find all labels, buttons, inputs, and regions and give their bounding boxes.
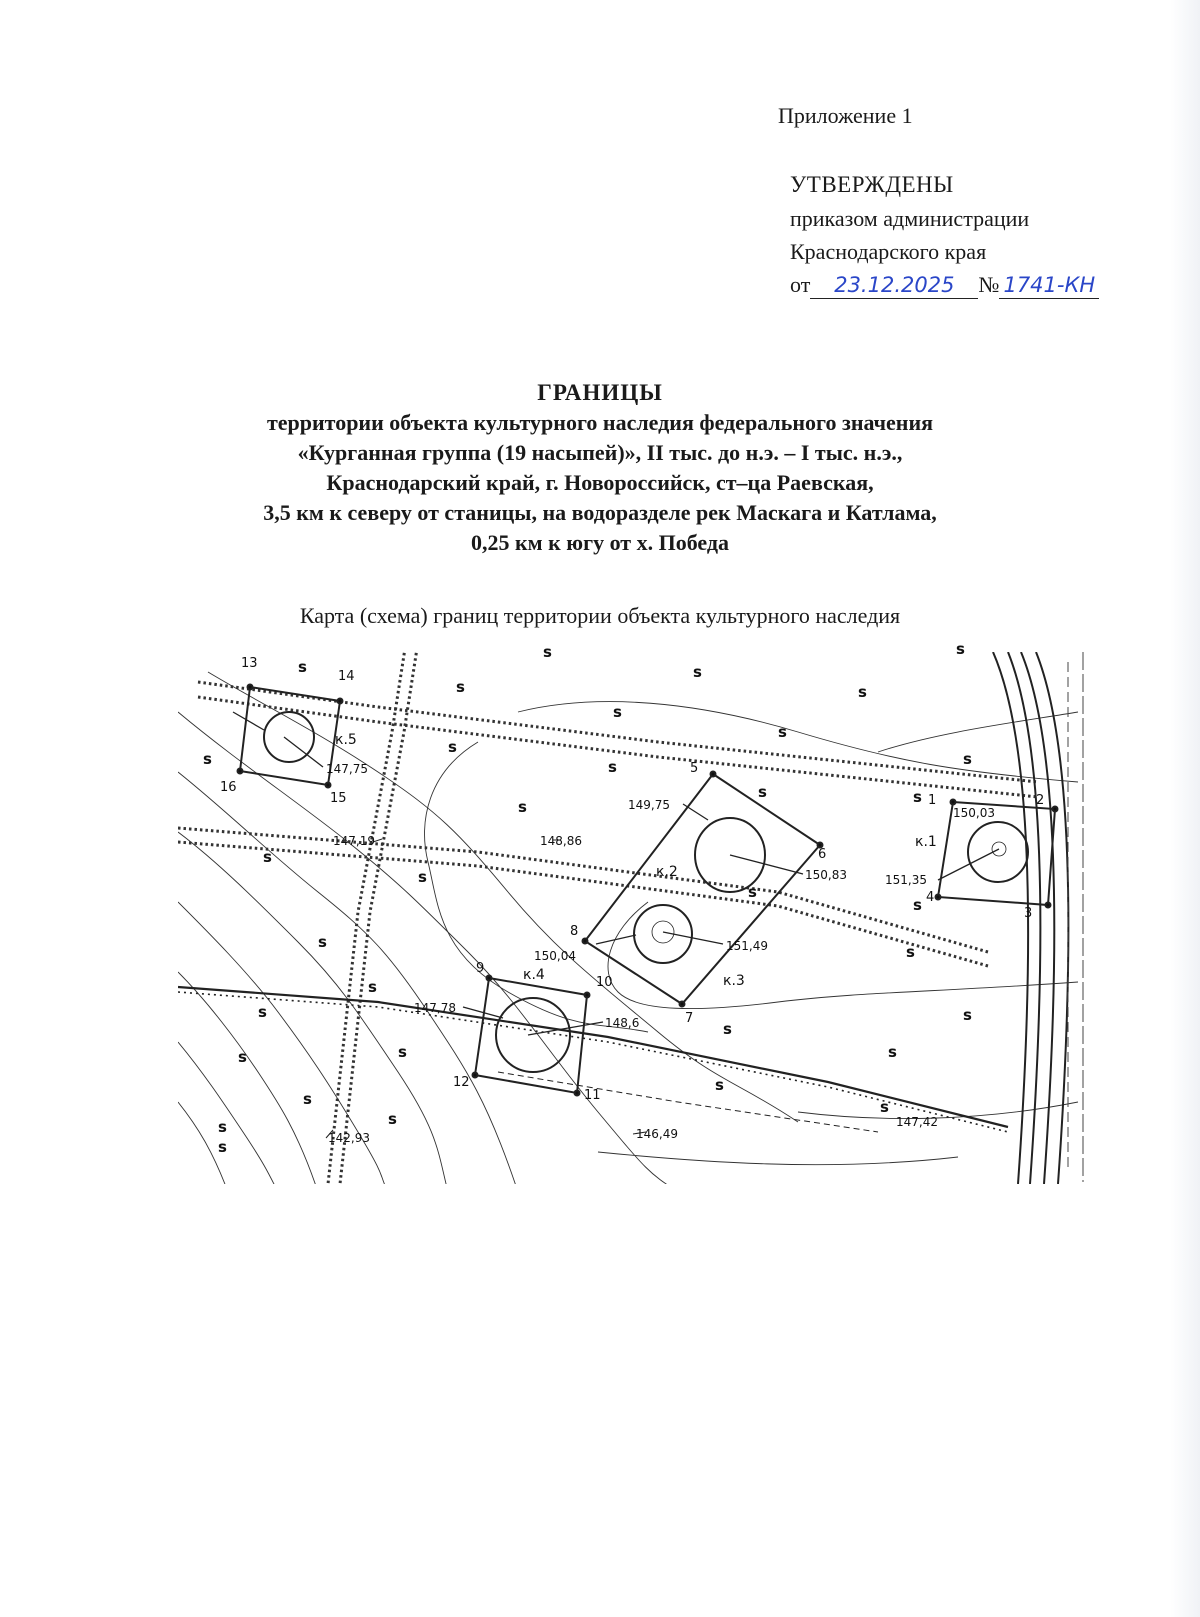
elevation-mark: 150,04 <box>534 949 576 963</box>
svg-text:s: s <box>715 1076 724 1094</box>
boundary-point-number: 3 <box>1024 906 1033 921</box>
title-line-5: 3,5 км к северу от станицы, на водоразделе рек Маскага и Катлама, <box>263 500 937 525</box>
from-prefix: от <box>790 272 811 297</box>
boundary-point-number: 14 <box>338 669 355 684</box>
boundary-point-number: 8 <box>570 924 579 939</box>
svg-text:s: s <box>218 1118 227 1136</box>
svg-text:s: s <box>303 1090 312 1108</box>
elevation-mark: 147,19 <box>333 834 375 848</box>
elevation-mark: 149,75 <box>628 798 670 812</box>
boundary-point-number: 15 <box>330 791 347 806</box>
elevation-mark: 148,86 <box>540 834 582 848</box>
svg-text:s: s <box>398 1043 407 1061</box>
scan-edge-shadow <box>1170 0 1200 1617</box>
svg-text:s: s <box>368 978 377 996</box>
svg-text:s: s <box>263 848 272 866</box>
boundary-point-number: 6 <box>818 847 827 862</box>
handwritten-date: 23.12.2025 <box>810 272 978 299</box>
title-line-4: Краснодарский край, г. Новороссийск, ст–ца Раевская, <box>326 470 874 495</box>
svg-text:s: s <box>880 1098 889 1116</box>
boundary-map <box>178 640 1098 1184</box>
approval-block <box>790 168 1099 301</box>
contour-lines <box>178 672 1078 1192</box>
elevation-mark: 151,49 <box>726 939 768 953</box>
svg-text:s: s <box>203 750 212 768</box>
svg-text:s: s <box>913 896 922 914</box>
svg-text:s: s <box>778 723 787 741</box>
svg-text:s: s <box>748 883 757 901</box>
svg-text:s: s <box>613 703 622 721</box>
elevation-mark: 150,83 <box>805 868 847 882</box>
elevation-mark: 146,49 <box>636 1127 678 1141</box>
boundary-point-number: 13 <box>241 656 258 671</box>
boundary-point-number: 16 <box>220 780 237 795</box>
title-line-6: 0,25 км к югу от х. Победа <box>470 530 730 555</box>
svg-text:s: s <box>956 640 965 658</box>
mound-label-5: к.5 <box>335 732 357 748</box>
elevation-mark: 151,35 <box>885 873 927 887</box>
svg-text:s: s <box>318 933 327 951</box>
approved-title: УТВЕРЖДЕНЫ <box>790 172 954 197</box>
approved-line-2: Краснодарского края <box>790 239 987 264</box>
boundary-point-number: 7 <box>685 1011 694 1026</box>
document-title <box>150 378 1050 558</box>
title-line-2: территории объекта культурного наследия федерального значения <box>266 410 934 435</box>
appendix-label: Приложение 1 <box>778 103 913 128</box>
elevation-mark: 150,03 <box>953 806 995 820</box>
boundary-point-number: 1 <box>928 793 937 808</box>
vegetation-symbols <box>203 640 972 1156</box>
mound-label-4: к.4 <box>523 967 545 983</box>
elevation-mark: 147,42 <box>896 1115 938 1129</box>
mound-label-2: к.2 <box>656 864 678 880</box>
elevation-mark: 147,78 <box>414 1001 456 1015</box>
svg-text:s: s <box>238 1048 247 1066</box>
svg-text:s: s <box>418 868 427 886</box>
title-line-3: «Курганная группа (19 насыпей)», II тыс. до н.э. – I тыс. н.э., <box>297 440 903 465</box>
handwritten-order-number: 1741-КН <box>999 272 1099 299</box>
svg-text:s: s <box>906 943 915 961</box>
boundary-point-number: 2 <box>1036 793 1045 808</box>
boundary-point-number: 4 <box>926 890 935 905</box>
svg-text:s: s <box>448 738 457 756</box>
number-prefix: № <box>978 272 1000 297</box>
svg-text:s: s <box>693 663 702 681</box>
svg-text:s: s <box>858 683 867 701</box>
map-caption: Карта (схема) границ территории объекта культурного наследия <box>299 603 901 628</box>
boundary-point-number: 11 <box>584 1088 601 1103</box>
svg-text:s: s <box>218 1138 227 1156</box>
svg-text:s: s <box>258 1003 267 1021</box>
svg-text:s: s <box>963 750 972 768</box>
svg-text:s: s <box>963 1006 972 1024</box>
svg-text:s: s <box>543 643 552 661</box>
boundary-point-number: 12 <box>453 1075 470 1090</box>
mound-2-3-boundary <box>583 772 823 1007</box>
boundary-point-number: 9 <box>476 961 485 976</box>
svg-text:s: s <box>388 1110 397 1128</box>
elevation-mark: 142,93 <box>328 1131 370 1145</box>
svg-text:s: s <box>298 658 307 676</box>
approval-date-number-row <box>790 268 1099 301</box>
approved-line-1: приказом администрации <box>790 206 1030 231</box>
svg-text:s: s <box>723 1020 732 1038</box>
svg-text:s: s <box>456 678 465 696</box>
svg-text:s: s <box>888 1043 897 1061</box>
elevation-mark: 148,6 <box>605 1016 640 1030</box>
boundary-point-number: 10 <box>596 975 613 990</box>
mound-label-1: к.1 <box>915 834 937 850</box>
boundary-point-number: 5 <box>690 761 699 776</box>
svg-text:s: s <box>758 783 767 801</box>
svg-text:s: s <box>518 798 527 816</box>
title-line-1: ГРАНИЦЫ <box>537 380 663 405</box>
elevation-mark: 147,75 <box>326 762 368 776</box>
svg-text:s: s <box>913 788 922 806</box>
mound-label-3: к.3 <box>723 973 745 989</box>
svg-text:s: s <box>608 758 617 776</box>
